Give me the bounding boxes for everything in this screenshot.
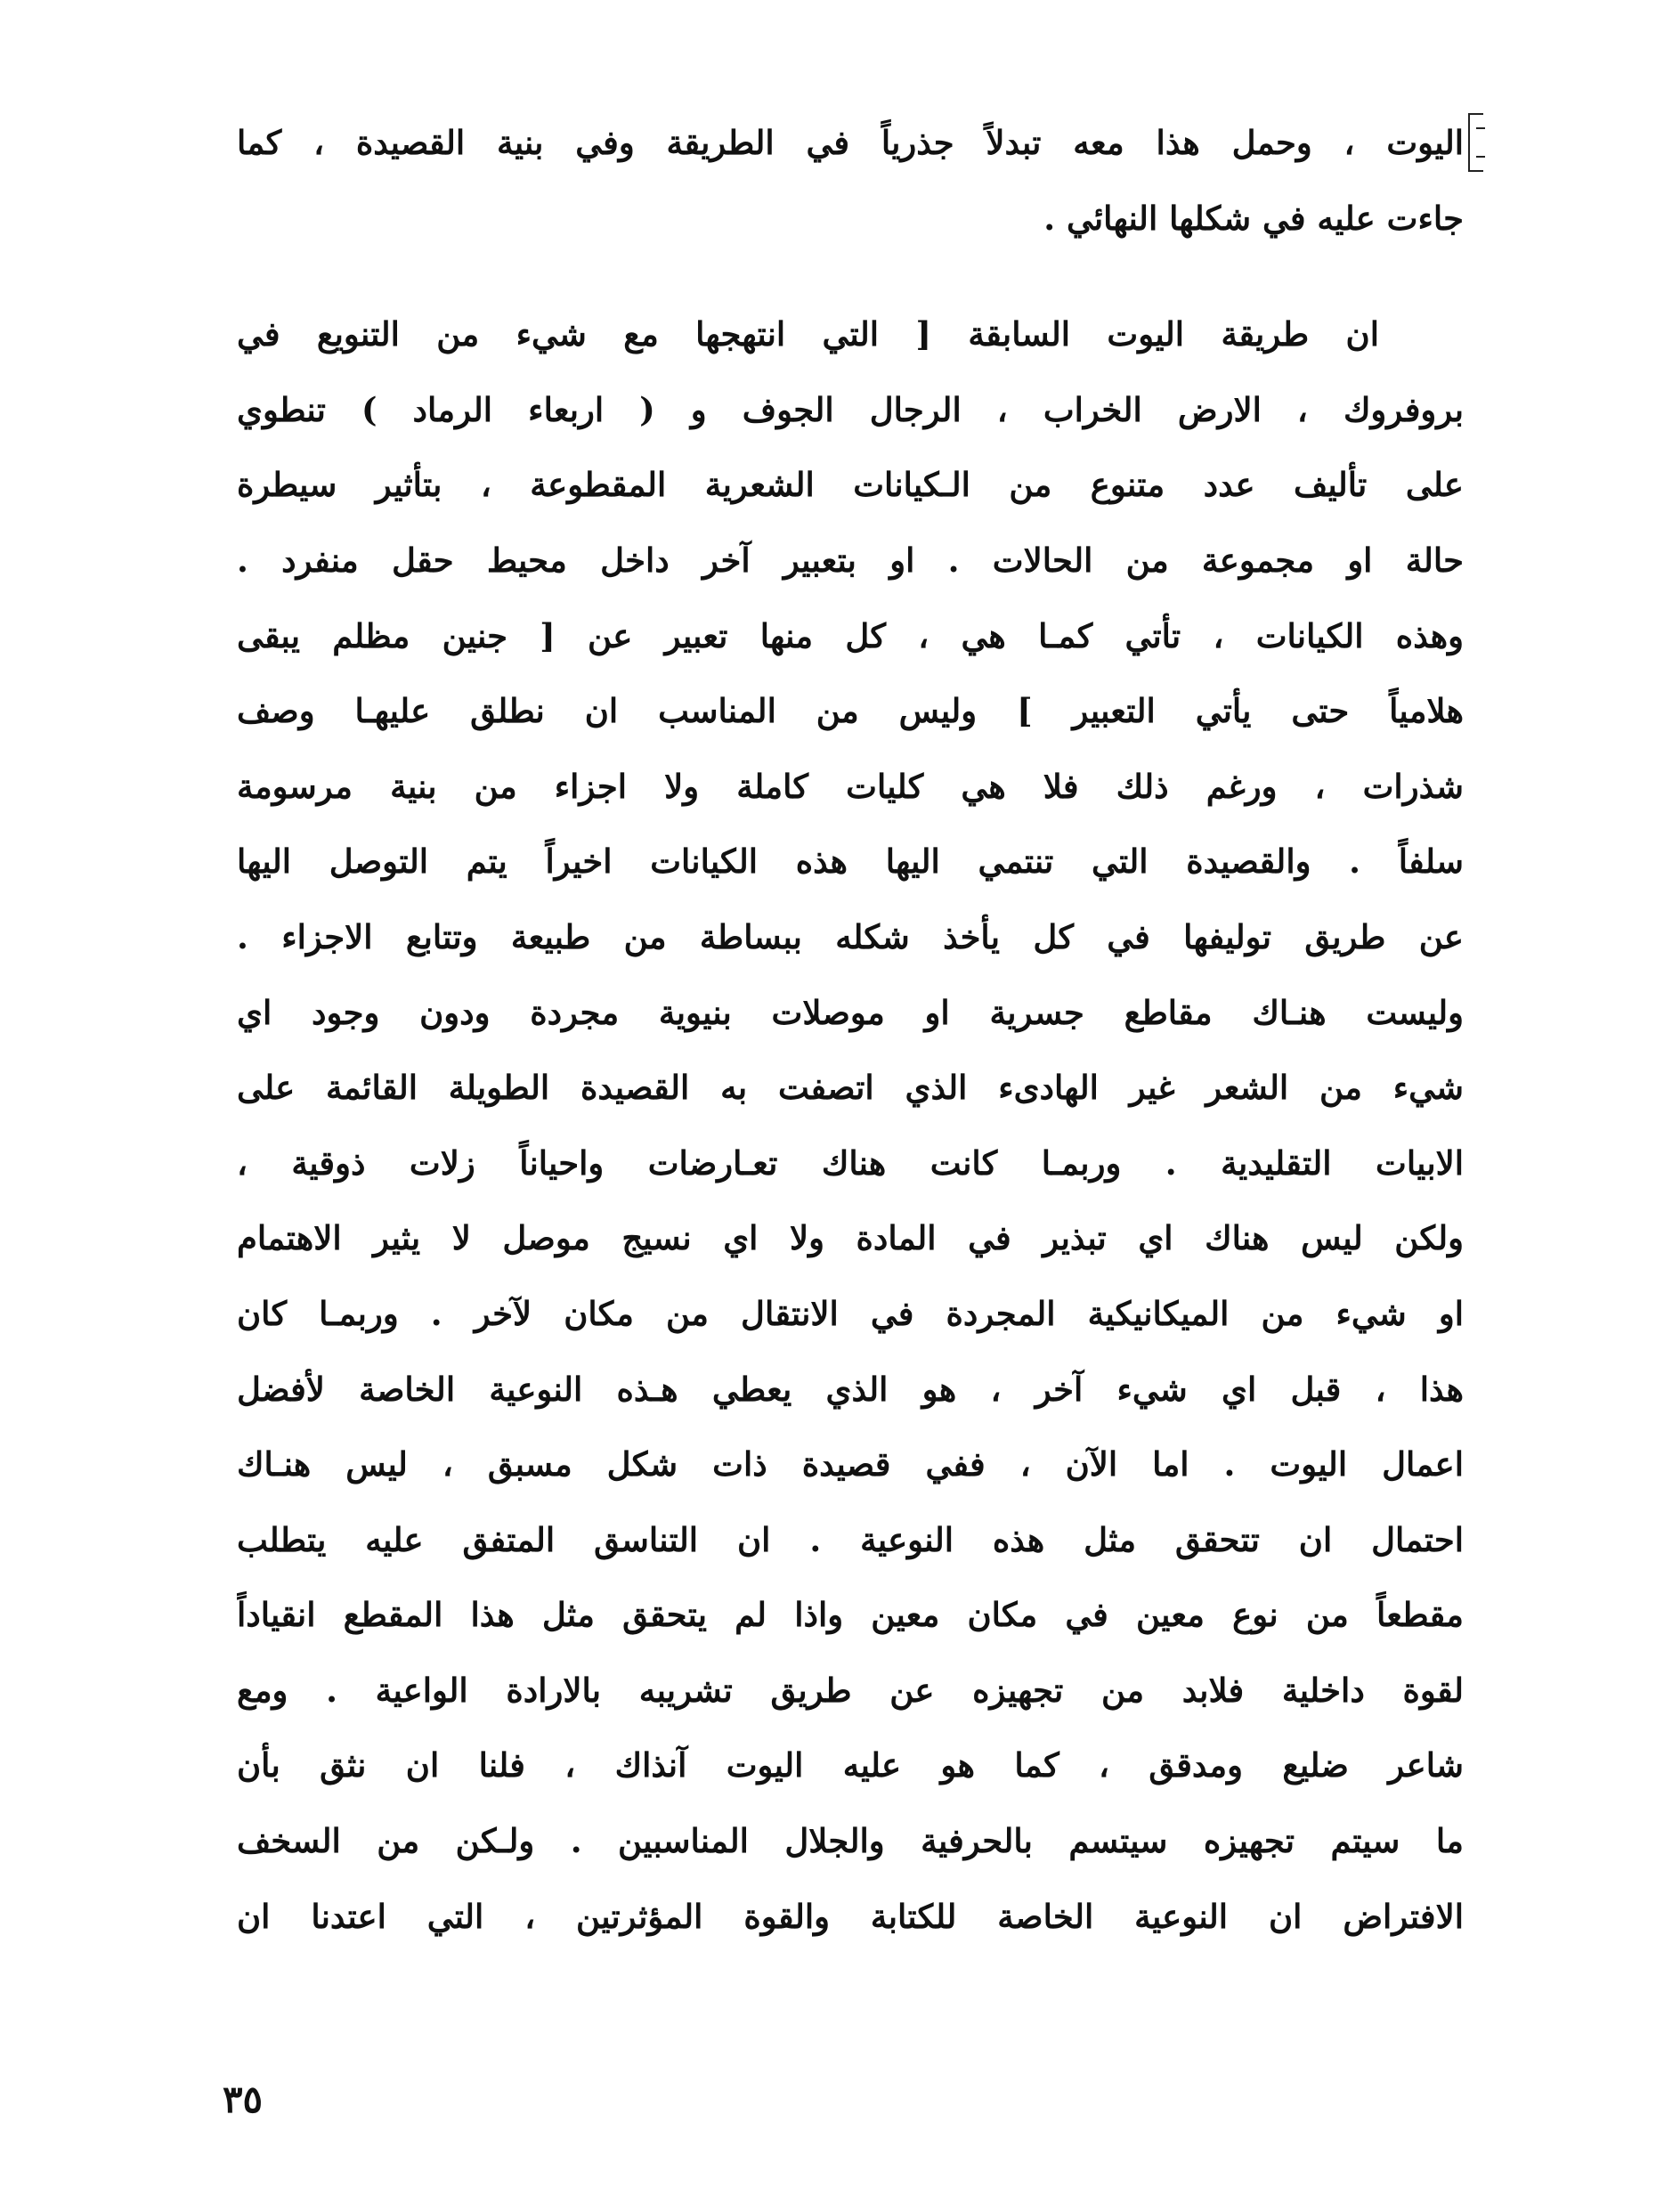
- paragraph-2: [237, 297, 1464, 1954]
- text-line: الابيات التقليدية . وربمـا كانت هناك تعـارضات واحياناً زلات ذوقية ،: [237, 1143, 1464, 1183]
- text-line: على تأليف عدد متنوع من الـكيانات الشعرية المقطوعة ، بتأثير سيطرة: [237, 465, 1464, 505]
- text-line: جاءت عليه في شكلها النهائي .: [1043, 198, 1464, 238]
- text-line: الافتراض ان النوعية الخاصة للكتابة والقوة المؤثرتين ، التي اعتدنا ان: [237, 1896, 1464, 1936]
- text-line: سلفاً . والقصيدة التي تنتمي اليها هذه الكيانات اخيراً يتم التوصل اليها: [237, 842, 1464, 882]
- text-line: وهذه الكيانات ، تأتي كمـا هي ، كل منها تعبير عن [ جنين مظلم يبقى: [237, 615, 1464, 655]
- paragraph-1: [237, 105, 1464, 256]
- text-line: بروفروك ، الارض الخراب ، الرجال الجوف و ( اربعاء الرماد ) تنطوي: [237, 389, 1464, 429]
- text-line: مقطعاً من نوع معين في مكان معين واذا لم يتحقق مثل هذا المقطع انقياداً: [237, 1595, 1464, 1635]
- text-line: هلامياً حتى يأتي التعبير ] وليس من المناسب ان نطلق عليهـا وصف: [237, 691, 1464, 731]
- text-line: او شيء من الميكانيكية المجردة في الانتقال من مكان لآخر . وربمـا كان: [237, 1293, 1464, 1333]
- page-number: ٣٥: [223, 2078, 264, 2121]
- text-line: شذرات ، ورغم ذلك فلا هي كليات كاملة ولا اجزاء من بنية مرسومة: [237, 766, 1464, 806]
- text-line: لقوة داخلية فلابد من تجهيزه عن طريق تشريبه بالارادة الواعية . ومع: [237, 1670, 1464, 1710]
- text-line: شيء من الشعر غير الهادىء الذي اتصفت به القصيدة الطويلة القائمة على: [237, 1068, 1464, 1108]
- text-line: اعمال اليوت . اما الآن ، ففي قصيدة ذات شكل مسبق ، ليس هنـاك: [237, 1444, 1464, 1484]
- text-line: عن طريق توليفها في كل يأخذ شكله ببساطة من طبيعة وتتابع الاجزاء .: [237, 916, 1464, 956]
- text-line: ان طريقة اليوت السابقة [ التي انتهجها مع شيء من التنويع في: [237, 314, 1379, 354]
- text-line: هذا ، قبل اي شيء آخر ، هو الذي يعطي هـذه النوعية الخاصة لأفضل: [237, 1369, 1464, 1409]
- text-line: ما سيتم تجهيزه سيتسم بالحرفية والجلال المناسبين . ولـكن من السخف: [237, 1821, 1464, 1861]
- text-line: شاعر ضليع ومدقق ، كما هو عليه اليوت آنذاك ، فلنا ان نثق بأن: [237, 1745, 1464, 1785]
- text-line: احتمال ان تتحقق مثل هذه النوعية . ان التناسق المتفق عليه يتطلب: [237, 1519, 1464, 1559]
- body-text: [237, 105, 1464, 1954]
- text-line: ولكن ليس هناك اي تبذير في المادة ولا اي نسيج موصل لا يثير الاهتمام: [237, 1218, 1464, 1258]
- text-line: اليوت ، وحمل هذا معه تبدلاً جذرياً في الطريقة وفي بنية القصيدة ، كما: [237, 123, 1464, 162]
- margin-bracket-mark: [1464, 110, 1487, 175]
- text-line: حالة او مجموعة من الحالات . او بتعبير آخر داخل محيط حقل منفرد .: [237, 540, 1464, 580]
- text-line: وليست هنـاك مقاطع جسرية او موصلات بنيوية مجردة ودون وجود اي: [237, 992, 1464, 1032]
